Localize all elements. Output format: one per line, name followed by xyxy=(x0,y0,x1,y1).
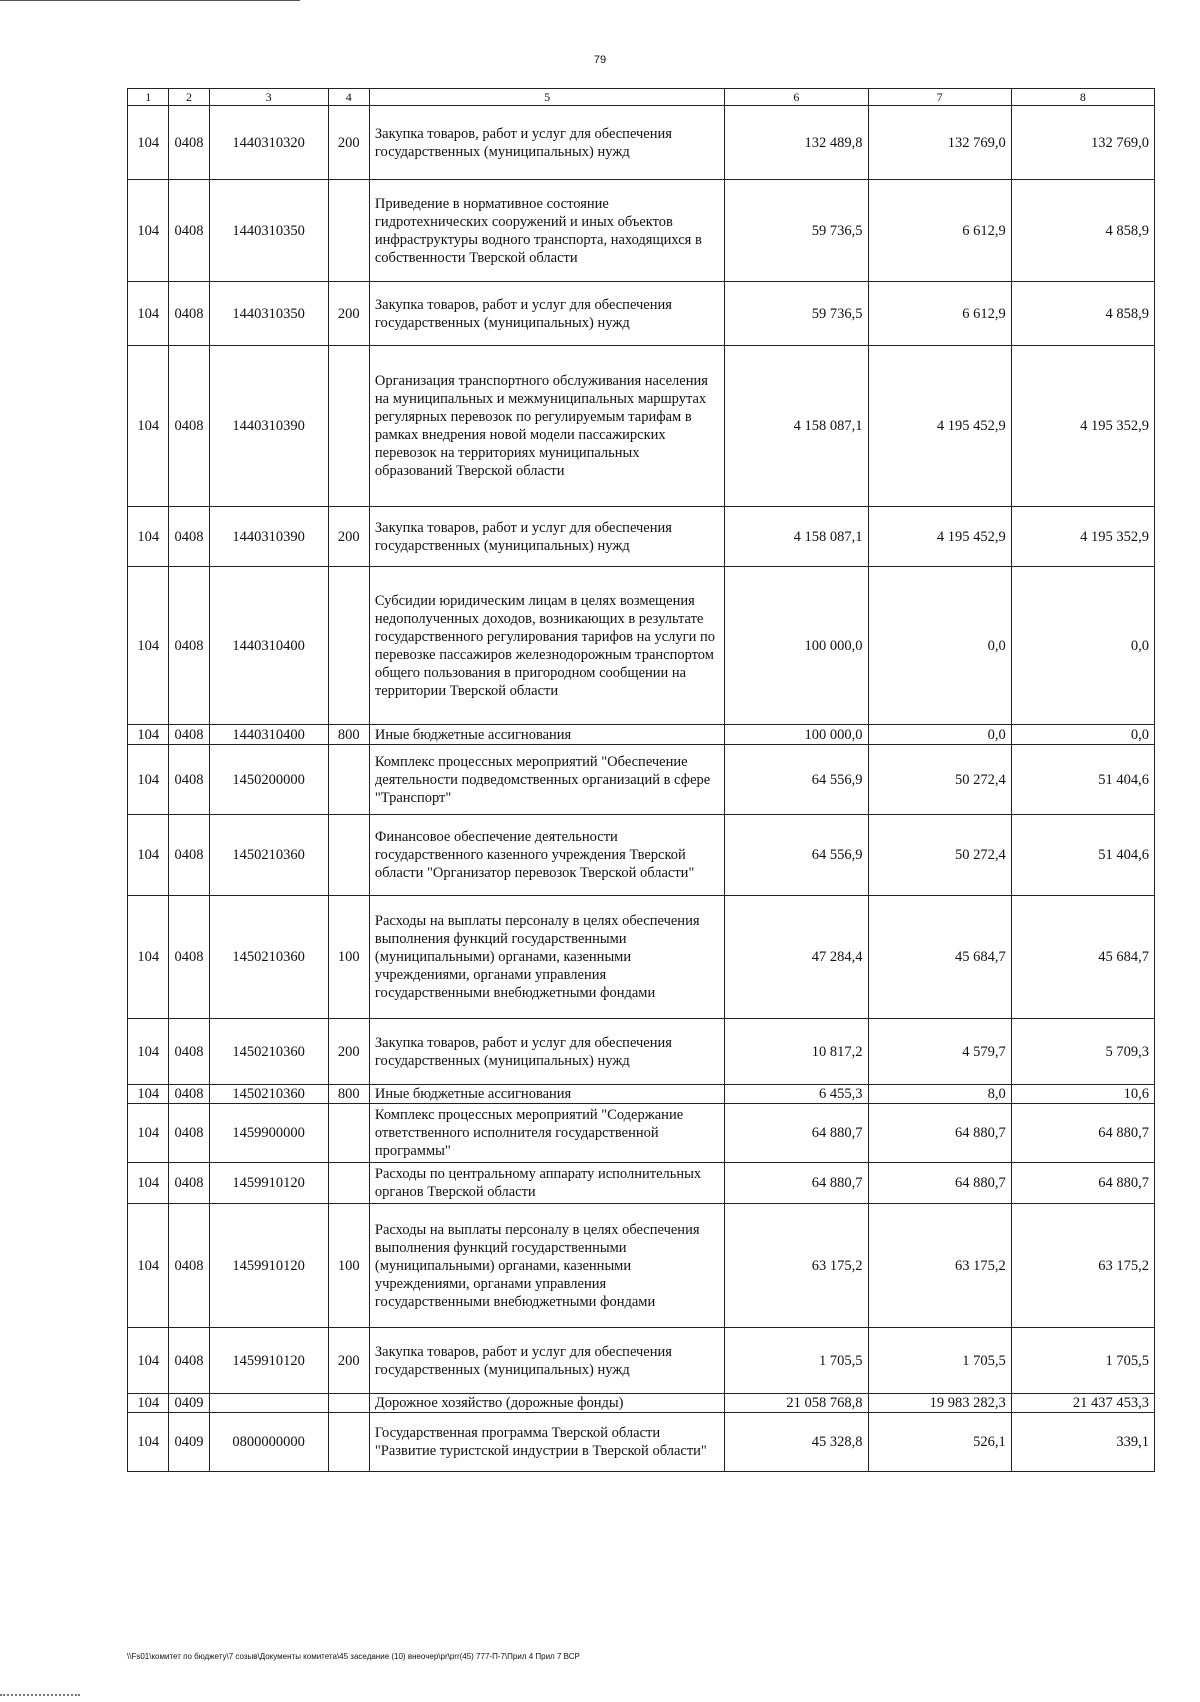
amount-year1-cell: 21 058 768,8 xyxy=(725,1394,868,1413)
table-row xyxy=(128,1394,1155,1413)
table-row xyxy=(128,1328,1155,1394)
subsection-cell: 0408 xyxy=(169,1328,209,1394)
amount-year2-cell: 50 272,4 xyxy=(868,745,1011,815)
expense-type-cell: 200 xyxy=(328,282,369,346)
amount-year1-cell: 64 880,7 xyxy=(725,1163,868,1204)
column-header-1: 1 xyxy=(128,89,169,106)
amount-year3-cell: 4 195 352,9 xyxy=(1011,346,1154,507)
description-cell: Государственная программа Тверской области "Развитие туристской индустрии в Тверской области" xyxy=(369,1413,724,1472)
amount-year1-cell: 64 880,7 xyxy=(725,1104,868,1163)
target-article-cell: 1450210360 xyxy=(209,1019,328,1085)
amount-year2-cell: 19 983 282,3 xyxy=(868,1394,1011,1413)
target-article-cell: 1459910120 xyxy=(209,1163,328,1204)
amount-year1-cell: 4 158 087,1 xyxy=(725,346,868,507)
amount-year3-cell: 51 404,6 xyxy=(1011,745,1154,815)
amount-year1-cell: 4 158 087,1 xyxy=(725,507,868,567)
table-row xyxy=(128,180,1155,282)
target-article-cell: 0800000000 xyxy=(209,1413,328,1472)
table-row xyxy=(128,106,1155,180)
column-header-7: 7 xyxy=(868,89,1011,106)
top-edge-line xyxy=(0,0,300,1)
table-row xyxy=(128,507,1155,567)
expense-type-cell xyxy=(328,745,369,815)
subsection-cell: 0408 xyxy=(169,106,209,180)
description-cell: Расходы на выплаты персоналу в целях обеспечения выполнения функций государственными (муниципальными) органами, казенными учреждениями, органами управления государственными внебюджетными фондами xyxy=(369,896,724,1019)
table-row xyxy=(128,346,1155,507)
subsection-cell: 0408 xyxy=(169,815,209,896)
amount-year1-cell: 10 817,2 xyxy=(725,1019,868,1085)
target-article-cell: 1440310390 xyxy=(209,507,328,567)
page-number: 79 xyxy=(593,54,607,66)
table-row xyxy=(128,282,1155,346)
subsection-cell: 0408 xyxy=(169,725,209,745)
table-row xyxy=(128,1204,1155,1328)
section-cell: 104 xyxy=(128,1019,169,1085)
description-cell: Расходы по центральному аппарату исполнительных органов Тверской области xyxy=(369,1163,724,1204)
amount-year1-cell: 100 000,0 xyxy=(725,725,868,745)
section-cell: 104 xyxy=(128,180,169,282)
table-row xyxy=(128,896,1155,1019)
amount-year2-cell: 45 684,7 xyxy=(868,896,1011,1019)
expense-type-cell xyxy=(328,1163,369,1204)
subsection-cell: 0408 xyxy=(169,1085,209,1104)
section-cell: 104 xyxy=(128,1394,169,1413)
target-article-cell: 1450210360 xyxy=(209,1085,328,1104)
target-article-cell: 1459900000 xyxy=(209,1104,328,1163)
section-cell: 104 xyxy=(128,507,169,567)
amount-year3-cell: 45 684,7 xyxy=(1011,896,1154,1019)
expense-type-cell xyxy=(328,567,369,725)
section-cell: 104 xyxy=(128,1085,169,1104)
amount-year2-cell: 64 880,7 xyxy=(868,1163,1011,1204)
target-article-cell: 1440310390 xyxy=(209,346,328,507)
target-article-cell: 1440310350 xyxy=(209,282,328,346)
amount-year3-cell: 0,0 xyxy=(1011,567,1154,725)
section-cell: 104 xyxy=(128,896,169,1019)
table-row xyxy=(128,745,1155,815)
expense-type-cell xyxy=(328,180,369,282)
amount-year3-cell: 339,1 xyxy=(1011,1413,1154,1472)
table-row xyxy=(128,1085,1155,1104)
expense-type-cell: 200 xyxy=(328,106,369,180)
subsection-cell: 0408 xyxy=(169,1104,209,1163)
description-cell: Расходы на выплаты персоналу в целях обеспечения выполнения функций государственными (муниципальными) органами, казенными учреждениями, органами управления государственными внебюджетными фондами xyxy=(369,1204,724,1328)
section-cell: 104 xyxy=(128,815,169,896)
expense-type-cell xyxy=(328,1394,369,1413)
amount-year1-cell: 45 328,8 xyxy=(725,1413,868,1472)
section-cell: 104 xyxy=(128,745,169,815)
budget-table xyxy=(127,88,1155,1472)
table-header-row xyxy=(128,89,1155,106)
subsection-cell: 0408 xyxy=(169,896,209,1019)
amount-year3-cell: 21 437 453,3 xyxy=(1011,1394,1154,1413)
amount-year3-cell: 64 880,7 xyxy=(1011,1104,1154,1163)
amount-year3-cell: 64 880,7 xyxy=(1011,1163,1154,1204)
column-header-5: 5 xyxy=(369,89,724,106)
section-cell: 104 xyxy=(128,1413,169,1472)
column-header-6: 6 xyxy=(725,89,868,106)
amount-year1-cell: 59 736,5 xyxy=(725,180,868,282)
amount-year1-cell: 47 284,4 xyxy=(725,896,868,1019)
description-cell: Закупка товаров, работ и услуг для обеспечения государственных (муниципальных) нужд xyxy=(369,106,724,180)
target-article-cell: 1440310400 xyxy=(209,725,328,745)
section-cell: 104 xyxy=(128,567,169,725)
description-cell: Дорожное хозяйство (дорожные фонды) xyxy=(369,1394,724,1413)
expense-type-cell: 800 xyxy=(328,725,369,745)
amount-year2-cell: 132 769,0 xyxy=(868,106,1011,180)
amount-year2-cell: 6 612,9 xyxy=(868,282,1011,346)
bottom-edge-mark xyxy=(0,1694,80,1696)
section-cell: 104 xyxy=(128,282,169,346)
expense-type-cell xyxy=(328,1104,369,1163)
section-cell: 104 xyxy=(128,106,169,180)
table-row xyxy=(128,815,1155,896)
subsection-cell: 0408 xyxy=(169,567,209,725)
amount-year2-cell: 4 579,7 xyxy=(868,1019,1011,1085)
amount-year3-cell: 0,0 xyxy=(1011,725,1154,745)
target-article-cell: 1450210360 xyxy=(209,815,328,896)
description-cell: Организация транспортного обслуживания населения на муниципальных и межмуниципальных маршрутах регулярных перевозок по регулируемым тарифам в рамках внедрения новой модели пассажирских перевозок на территориях муниципальных образований Тверской области xyxy=(369,346,724,507)
description-cell: Комплекс процессных мероприятий "Содержание ответственного исполнителя государственной программы" xyxy=(369,1104,724,1163)
section-cell: 104 xyxy=(128,346,169,507)
amount-year3-cell: 10,6 xyxy=(1011,1085,1154,1104)
expense-type-cell: 800 xyxy=(328,1085,369,1104)
target-article-cell: 1459910120 xyxy=(209,1204,328,1328)
table-row xyxy=(128,1019,1155,1085)
target-article-cell: 1440310400 xyxy=(209,567,328,725)
amount-year3-cell: 4 858,9 xyxy=(1011,180,1154,282)
subsection-cell: 0409 xyxy=(169,1394,209,1413)
subsection-cell: 0408 xyxy=(169,1019,209,1085)
subsection-cell: 0408 xyxy=(169,507,209,567)
column-header-8: 8 xyxy=(1011,89,1154,106)
expense-type-cell: 100 xyxy=(328,1204,369,1328)
description-cell: Закупка товаров, работ и услуг для обеспечения государственных (муниципальных) нужд xyxy=(369,1019,724,1085)
description-cell: Иные бюджетные ассигнования xyxy=(369,1085,724,1104)
amount-year2-cell: 6 612,9 xyxy=(868,180,1011,282)
section-cell: 104 xyxy=(128,1163,169,1204)
amount-year3-cell: 5 709,3 xyxy=(1011,1019,1154,1085)
table-row xyxy=(128,725,1155,745)
amount-year1-cell: 64 556,9 xyxy=(725,815,868,896)
subsection-cell: 0408 xyxy=(169,282,209,346)
section-cell: 104 xyxy=(128,1204,169,1328)
amount-year1-cell: 64 556,9 xyxy=(725,745,868,815)
amount-year1-cell: 59 736,5 xyxy=(725,282,868,346)
amount-year3-cell: 51 404,6 xyxy=(1011,815,1154,896)
subsection-cell: 0409 xyxy=(169,1413,209,1472)
amount-year2-cell: 64 880,7 xyxy=(868,1104,1011,1163)
target-article-cell: 1450200000 xyxy=(209,745,328,815)
description-cell: Закупка товаров, работ и услуг для обеспечения государственных (муниципальных) нужд xyxy=(369,282,724,346)
amount-year2-cell: 8,0 xyxy=(868,1085,1011,1104)
target-article-cell: 1440310320 xyxy=(209,106,328,180)
section-cell: 104 xyxy=(128,1328,169,1394)
amount-year2-cell: 4 195 452,9 xyxy=(868,507,1011,567)
expense-type-cell: 200 xyxy=(328,1019,369,1085)
expense-type-cell: 200 xyxy=(328,1328,369,1394)
amount-year2-cell: 50 272,4 xyxy=(868,815,1011,896)
description-cell: Финансовое обеспечение деятельности государственного казенного учреждения Тверской области "Организатор перевозок Тверской области" xyxy=(369,815,724,896)
target-article-cell: 1450210360 xyxy=(209,896,328,1019)
target-article-cell xyxy=(209,1394,328,1413)
table-row xyxy=(128,1413,1155,1472)
description-cell: Иные бюджетные ассигнования xyxy=(369,725,724,745)
table-row xyxy=(128,1104,1155,1163)
table-row xyxy=(128,1163,1155,1204)
amount-year1-cell: 100 000,0 xyxy=(725,567,868,725)
expense-type-cell: 100 xyxy=(328,896,369,1019)
subsection-cell: 0408 xyxy=(169,346,209,507)
description-cell: Субсидии юридическим лицам в целях возмещения недополученных доходов, возникающих в результате государственного регулирования тарифов на услуги по перевозке пассажиров железнодорожным транспортом общего пользования в пригородном сообщении на территории Тверской области xyxy=(369,567,724,725)
amount-year2-cell: 526,1 xyxy=(868,1413,1011,1472)
amount-year3-cell: 1 705,5 xyxy=(1011,1328,1154,1394)
description-cell: Закупка товаров, работ и услуг для обеспечения государственных (муниципальных) нужд xyxy=(369,507,724,567)
amount-year1-cell: 6 455,3 xyxy=(725,1085,868,1104)
description-cell: Закупка товаров, работ и услуг для обеспечения государственных (муниципальных) нужд xyxy=(369,1328,724,1394)
subsection-cell: 0408 xyxy=(169,745,209,815)
amount-year2-cell: 4 195 452,9 xyxy=(868,346,1011,507)
table-row xyxy=(128,567,1155,725)
amount-year2-cell: 63 175,2 xyxy=(868,1204,1011,1328)
column-header-2: 2 xyxy=(169,89,209,106)
file-path-footer: \\Fs01\комитет по бюджету\7 созыв\Документы комитета\45 заседание (10) внеочер\pr\prr(45) 777-П-7\Прил 4 Прил 7 ВСР xyxy=(127,1652,580,1661)
amount-year2-cell: 1 705,5 xyxy=(868,1328,1011,1394)
expense-type-cell xyxy=(328,815,369,896)
expense-type-cell: 200 xyxy=(328,507,369,567)
amount-year1-cell: 132 489,8 xyxy=(725,106,868,180)
amount-year3-cell: 4 858,9 xyxy=(1011,282,1154,346)
expense-type-cell xyxy=(328,346,369,507)
column-header-4: 4 xyxy=(328,89,369,106)
section-cell: 104 xyxy=(128,1104,169,1163)
amount-year1-cell: 63 175,2 xyxy=(725,1204,868,1328)
table-body xyxy=(128,106,1155,1472)
amount-year3-cell: 132 769,0 xyxy=(1011,106,1154,180)
amount-year3-cell: 4 195 352,9 xyxy=(1011,507,1154,567)
amount-year2-cell: 0,0 xyxy=(868,567,1011,725)
subsection-cell: 0408 xyxy=(169,1204,209,1328)
amount-year3-cell: 63 175,2 xyxy=(1011,1204,1154,1328)
subsection-cell: 0408 xyxy=(169,180,209,282)
subsection-cell: 0408 xyxy=(169,1163,209,1204)
description-cell: Комплекс процессных мероприятий "Обеспечение деятельности подведомственных организаций в сфере "Транспорт" xyxy=(369,745,724,815)
column-header-3: 3 xyxy=(209,89,328,106)
target-article-cell: 1440310350 xyxy=(209,180,328,282)
amount-year1-cell: 1 705,5 xyxy=(725,1328,868,1394)
target-article-cell: 1459910120 xyxy=(209,1328,328,1394)
description-cell: Приведение в нормативное состояние гидротехнических сооружений и иных объектов инфраструктуры водного транспорта, находящихся в собственности Тверской области xyxy=(369,180,724,282)
amount-year2-cell: 0,0 xyxy=(868,725,1011,745)
section-cell: 104 xyxy=(128,725,169,745)
expense-type-cell xyxy=(328,1413,369,1472)
